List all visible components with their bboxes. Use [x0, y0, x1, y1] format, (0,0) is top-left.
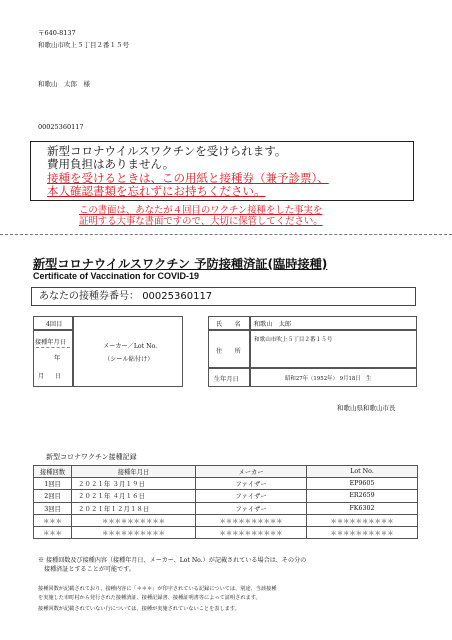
records-header-row — [34, 466, 418, 478]
records-table — [33, 465, 418, 539]
postal-code: 〒640-8137 — [38, 29, 76, 37]
vaccination-date-label: 接種年月日 — [35, 339, 66, 346]
name-value: 和歌山 太郎 — [254, 321, 292, 328]
footnote-1a: ※ 接種回数及び接種内容（接種年月日、メーカー、Lot No.）が記載されている場合は、その分の — [38, 557, 307, 564]
cell-maker: ＊＊＊＊＊＊＊＊＊＊ — [196, 514, 307, 526]
header-dose: 接種回数 — [34, 466, 72, 478]
table-row — [34, 478, 418, 490]
address-line: 和歌山市吹上５丁目２番１５号 — [38, 41, 129, 49]
warning-line-2: 証明する大事な書面ですので、大切に保管してください。 — [79, 216, 323, 227]
table-row — [34, 490, 418, 502]
birth-label: 生年月日 — [214, 376, 239, 383]
cell-dose: ＊＊＊ — [34, 526, 72, 538]
cell-lot: ＊＊＊＊＊＊＊＊＊＊ — [307, 514, 418, 526]
cell-dose: ＊＊＊ — [34, 514, 72, 526]
cell-date: ＊＊＊＊＊＊＊＊＊＊ — [72, 514, 196, 526]
notice-line-2: 費用負担はありません。 — [47, 157, 175, 171]
recipient-name: 和歌山 太郎 様 — [38, 80, 90, 88]
day-label: 日 — [55, 373, 62, 380]
cell-maker: ファイザー — [196, 490, 307, 502]
certificate-number: 00025360117 — [142, 291, 213, 302]
cell-dose: 3回目 — [34, 502, 72, 514]
table-row — [34, 514, 418, 526]
cut-line — [0, 234, 452, 235]
certificate-title-en: Certificate of Vaccination for COVID-19 — [33, 271, 200, 281]
cell-maker: ＊＊＊＊＊＊＊＊＊＊ — [196, 526, 307, 538]
dose-label: 4回目 — [46, 321, 63, 328]
year-suffix: 年 — [54, 355, 61, 362]
footnote-3: 接種回数が記載されていない行については、接種が実施されていないことを表します。 — [38, 606, 240, 612]
birth-value: 昭和27年（1952年） 9月18日 生 — [285, 376, 372, 382]
cell-maker: ファイザー — [196, 478, 307, 490]
footnote-2a: 接種回数が記載されており、接種内容に「＊＊＊」が印字されている記録については、別途、当該接種 — [38, 586, 277, 592]
cell-date: ２０２１年１２月１８日 — [72, 502, 196, 514]
warning-line-1: この書面は、あなたが４回目のワクチン接種をした事実を — [79, 205, 323, 216]
maker-lot-label: メーカー／Lot No. — [103, 343, 158, 350]
table-row — [34, 502, 418, 514]
cell-lot: ＊＊＊＊＊＊＊＊＊＊ — [307, 526, 418, 538]
notice-line-3: 接種を受けるときは、この用紙と接種券（兼予診票）、 — [47, 171, 329, 185]
certificate-title: 新型コロナウイルスワクチン 予防接種済証(臨時接種) — [33, 257, 328, 271]
header-maker: メーカー — [196, 466, 307, 478]
name-label: 氏 名 — [216, 321, 241, 328]
footnote-2b: を実施した市町村から発行された接種済証、接種記録書、接種証明書等によって証明されます。 — [38, 595, 261, 601]
header-date: 接種年月日 — [72, 466, 196, 478]
sticker-label: （シール貼付け） — [104, 356, 154, 363]
address-value: 和歌山市吹上５丁目２番１５号 — [254, 337, 333, 343]
cell-maker: ファイザー — [196, 502, 307, 514]
document-id: 00025360117 — [38, 123, 84, 131]
cell-dose: 1回目 — [34, 478, 72, 490]
cell-date: ２０２１年 ３月１９日 — [72, 478, 196, 490]
certificate-number-label: あなたの接種券番号： — [39, 291, 139, 302]
notice-line-1: 新型コロナウイルスワクチンを受けられます。 — [47, 144, 287, 158]
issuer: 和歌山県和歌山市長 — [337, 404, 396, 412]
cell-lot: FK6302 — [307, 502, 418, 514]
cell-date: ２０２１年 ４月１６日 — [72, 490, 196, 502]
sticker-cell — [73, 316, 183, 387]
month-label: 月 — [38, 373, 45, 380]
header-lot: Lot No. — [307, 466, 418, 478]
records-title: 新型コロナワクチン接種記録 — [46, 453, 137, 461]
table-row — [34, 526, 418, 538]
cell-date: ＊＊＊＊＊＊＊＊＊＊ — [72, 526, 196, 538]
address-label: 住 所 — [216, 348, 241, 355]
footnote-1b: 接種済証とすることが可能です。 — [44, 566, 135, 573]
date-divider — [36, 347, 70, 348]
notice-box — [30, 141, 414, 201]
cell-lot: ER2659 — [307, 490, 418, 502]
cell-lot: EP9605 — [307, 478, 418, 490]
certificate-number-box — [31, 287, 416, 306]
notice-line-4: 本人確認書類を忘れずにお持ちください。 — [47, 184, 266, 198]
cell-dose: 2回目 — [34, 490, 72, 502]
